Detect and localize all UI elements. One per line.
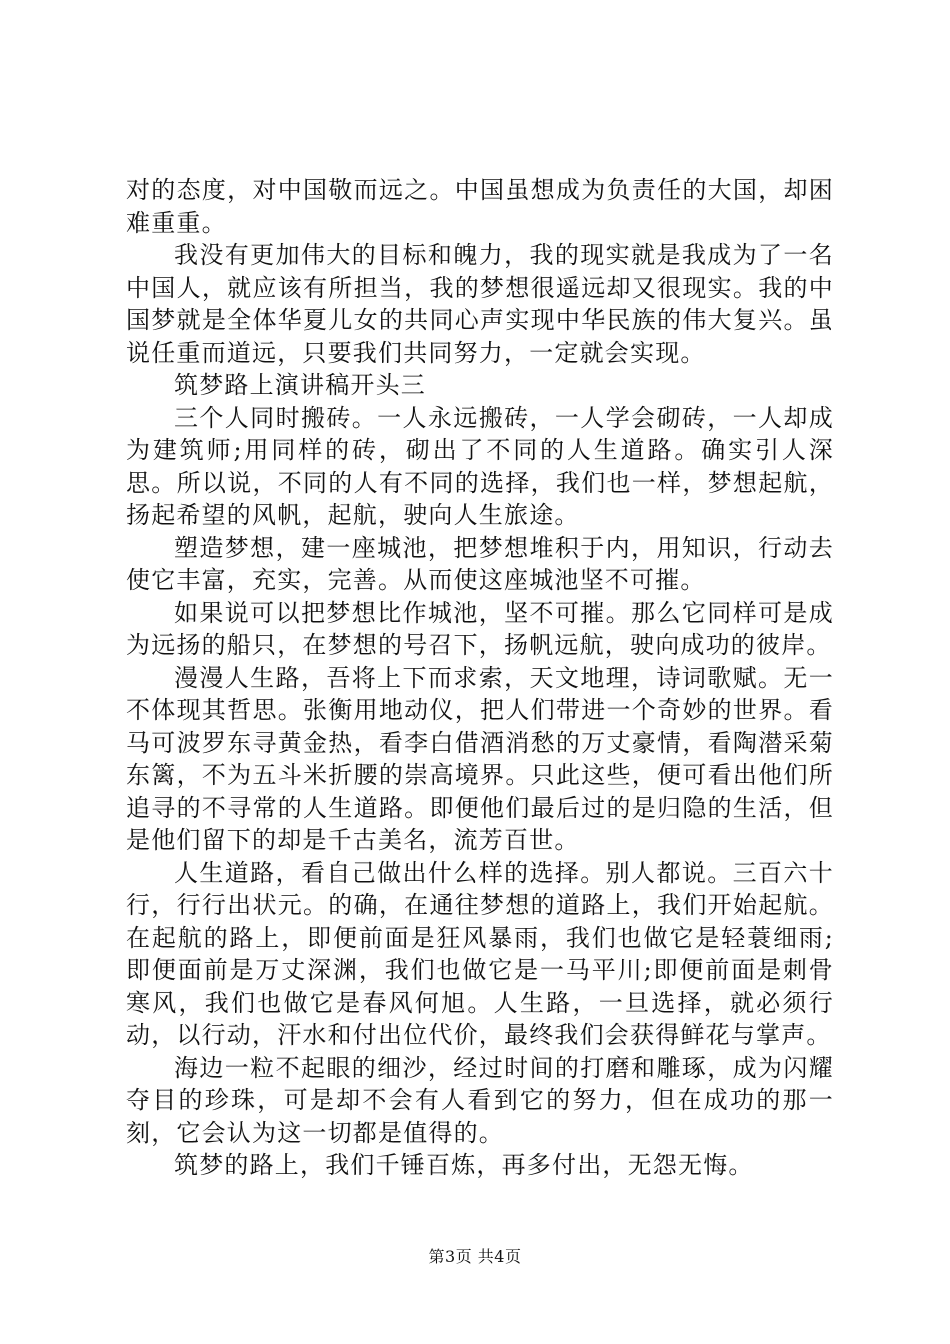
paragraph: 塑造梦想，建一座城池，把梦想堆积于内，用知识，行动去使它丰富，充实，完善。从而使这座城池坚不可摧。 xyxy=(126,533,834,594)
paragraph: 人生道路，看自己做出什么样的选择。别人都说。三百六十行，行行出状元。的确，在通往梦想的道路上，我们开始起航。在起航的路上，即便前面是狂风暴雨，我们也做它是轻蓑细雨;即便面前是万丈深渊，我们也做它是一马平川;即便前面是刺骨寒风，我们也做它是春风何旭。人生路，一旦选择，就必须行动，以行动，汗水和付出位代价，最终我们会获得鲜花与掌声。 xyxy=(126,858,834,1049)
paragraph: 海边一粒不起眼的细沙，经过时间的打磨和雕琢，成为闪耀夺目的珍珠，可是却不会有人看到它的努力，但在成功的那一刻，它会认为这一切都是值得的。 xyxy=(126,1053,834,1147)
paragraph: 我没有更加伟大的目标和魄力，我的现实就是我成为了一名中国人，就应该有所担当，我的梦想很遥远却又很现实。我的中国梦就是全体华夏儿女的共同心声实现中华民族的伟大复兴。虽说任重而道远，只要我们共同努力，一定就会实现。 xyxy=(126,241,834,367)
document-body xyxy=(126,174,834,1182)
paragraph: 如果说可以把梦想比作城池，坚不可摧。那么它同样可是成为远扬的船只，在梦想的号召下，扬帆远航，驶向成功的彼岸。 xyxy=(126,598,834,659)
section-heading: 筑梦路上演讲稿开头三 xyxy=(174,371,426,399)
page-number-footer: 第3页 共4页 xyxy=(428,1247,522,1266)
paragraph: 漫漫人生路，吾将上下而求索，天文地理，诗词歌赋。无一不体现其哲思。张衡用地动仪，把人们带进一个奇妙的世界。看马可波罗东寻黄金热，看李白借酒消愁的万丈豪情，看陶潜采菊东篱，不为五斗米折腰的崇高境界。只此这些，便可看出他们所追寻的不寻常的人生道路。即便他们最后过的是归隐的生活，但是他们留下的却是千古美名，流芳百世。 xyxy=(126,663,834,854)
paragraph: 筑梦的路上，我们千锤百炼，再多付出，无怨无悔。 xyxy=(174,1151,754,1179)
paragraph: 三个人同时搬砖。一人永远搬砖，一人学会砌砖，一人却成为建筑师;用同样的砖，砌出了不同的人生道路。确实引人深思。所以说，不同的人有不同的选择，我们也一样，梦想起航，扬起希望的风帆，起航，驶向人生旅途。 xyxy=(126,403,834,529)
paragraph-continuation: 对的态度，对中国敬而远之。中国虽想成为负责任的大国，却困难重重。 xyxy=(126,176,834,237)
